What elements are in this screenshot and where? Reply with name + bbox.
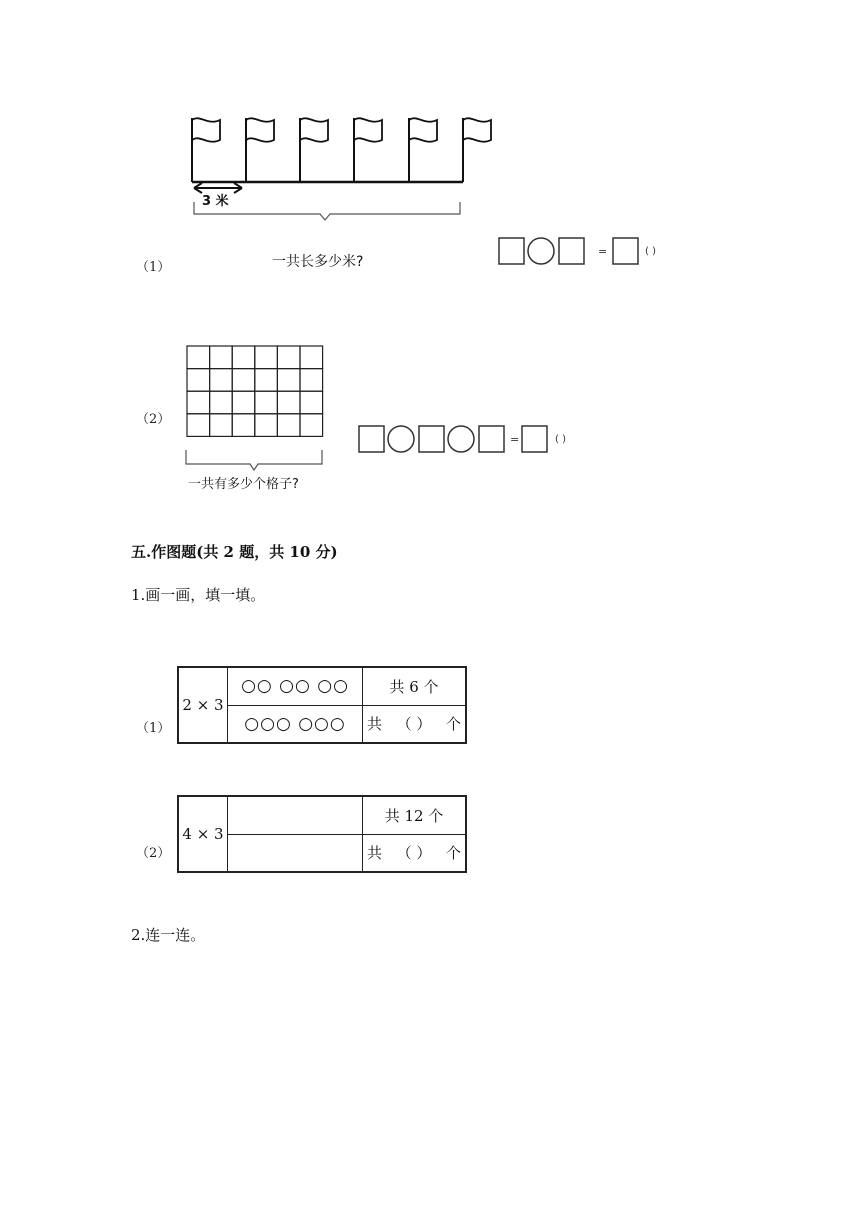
grid-cell — [187, 391, 210, 414]
grid-cell — [210, 414, 233, 437]
equation-template-1 — [495, 232, 685, 272]
grid-cell — [255, 391, 278, 414]
problem-1-title: 1.画一画，填一填。 — [131, 586, 266, 604]
question-number-1: （1） — [136, 260, 171, 275]
answer-box — [359, 426, 384, 452]
answer-blank[interactable]: （ ） — [396, 844, 432, 863]
drawing-area[interactable] — [228, 796, 363, 834]
draw-fill-table-1 — [177, 666, 467, 744]
total-prefix: 共 — [367, 844, 383, 863]
answer-blank[interactable]: （ ） — [396, 715, 432, 734]
grid-cell — [232, 414, 255, 437]
circle-groups: ○○○ ○○○ — [228, 705, 363, 743]
grid-cell — [232, 369, 255, 392]
flag-icon — [354, 118, 382, 182]
grid-figure — [180, 340, 350, 500]
grid-cell — [187, 369, 210, 392]
grid-cell — [210, 369, 233, 392]
question-number-2: （2） — [136, 846, 171, 861]
multiplication-expression: 2 × 3 — [178, 667, 228, 743]
answer-box — [479, 426, 504, 452]
equation-template-2 — [355, 422, 595, 456]
answer-box — [419, 426, 444, 452]
grid-cell — [187, 414, 210, 437]
grid-cell — [277, 369, 300, 392]
segment-length-label: 3 米 — [202, 194, 229, 209]
operator-circle — [388, 426, 414, 452]
flags-figure — [180, 110, 510, 285]
grid-cell — [210, 346, 233, 369]
multiplication-expression: 4 × 3 — [178, 796, 228, 872]
grid-cell — [232, 346, 255, 369]
grid-cell — [255, 414, 278, 437]
total-blank[interactable] — [363, 705, 467, 743]
brace — [194, 202, 460, 220]
total-suffix: 个 — [445, 715, 461, 734]
unit-paren: ( ) — [645, 246, 656, 257]
total-blank[interactable] — [363, 834, 467, 872]
answer-box — [522, 426, 547, 452]
draw-fill-table-2 — [177, 795, 467, 873]
equals-sign: = — [598, 245, 608, 258]
answer-box — [499, 238, 524, 264]
flag-icon — [300, 118, 328, 182]
grid-cell — [277, 346, 300, 369]
flag-icon — [409, 118, 437, 182]
double-arrow-icon — [194, 183, 242, 193]
drawing-area[interactable] — [228, 834, 363, 872]
grid-cell — [187, 346, 210, 369]
total-prefix: 共 — [367, 715, 383, 734]
grid-cell — [255, 346, 278, 369]
unit-paren: ( ) — [555, 434, 566, 445]
flag-icon — [463, 118, 491, 182]
total-label: 共 6 个 — [363, 667, 467, 705]
equals-sign: = — [510, 433, 520, 446]
brace — [186, 450, 322, 470]
operator-circle — [528, 238, 554, 264]
question-text-2: 一共有多少个格子? — [188, 477, 299, 492]
grid-cell — [277, 414, 300, 437]
grid-cell — [277, 391, 300, 414]
grid-cell — [255, 369, 278, 392]
grid-cell — [300, 346, 323, 369]
flag-icon — [246, 118, 274, 182]
flag-icon — [192, 118, 220, 182]
section-heading: 五.作图题(共 2 题，共 10 分) — [131, 543, 338, 561]
answer-box — [613, 238, 638, 264]
question-number-2: （2） — [136, 412, 171, 427]
grid-cell — [210, 391, 233, 414]
total-suffix: 个 — [445, 844, 461, 863]
question-text-1: 一共长多少米? — [272, 254, 364, 270]
total-label: 共 12 个 — [363, 796, 467, 834]
answer-box — [559, 238, 584, 264]
grid-cell — [300, 391, 323, 414]
grid-cell — [300, 414, 323, 437]
question-number-1: （1） — [136, 721, 171, 736]
circle-groups: ○○ ○○ ○○ — [228, 667, 363, 705]
problem-2-title: 2.连一连。 — [131, 926, 206, 944]
grid-cell — [232, 391, 255, 414]
operator-circle — [448, 426, 474, 452]
grid-cell — [300, 369, 323, 392]
